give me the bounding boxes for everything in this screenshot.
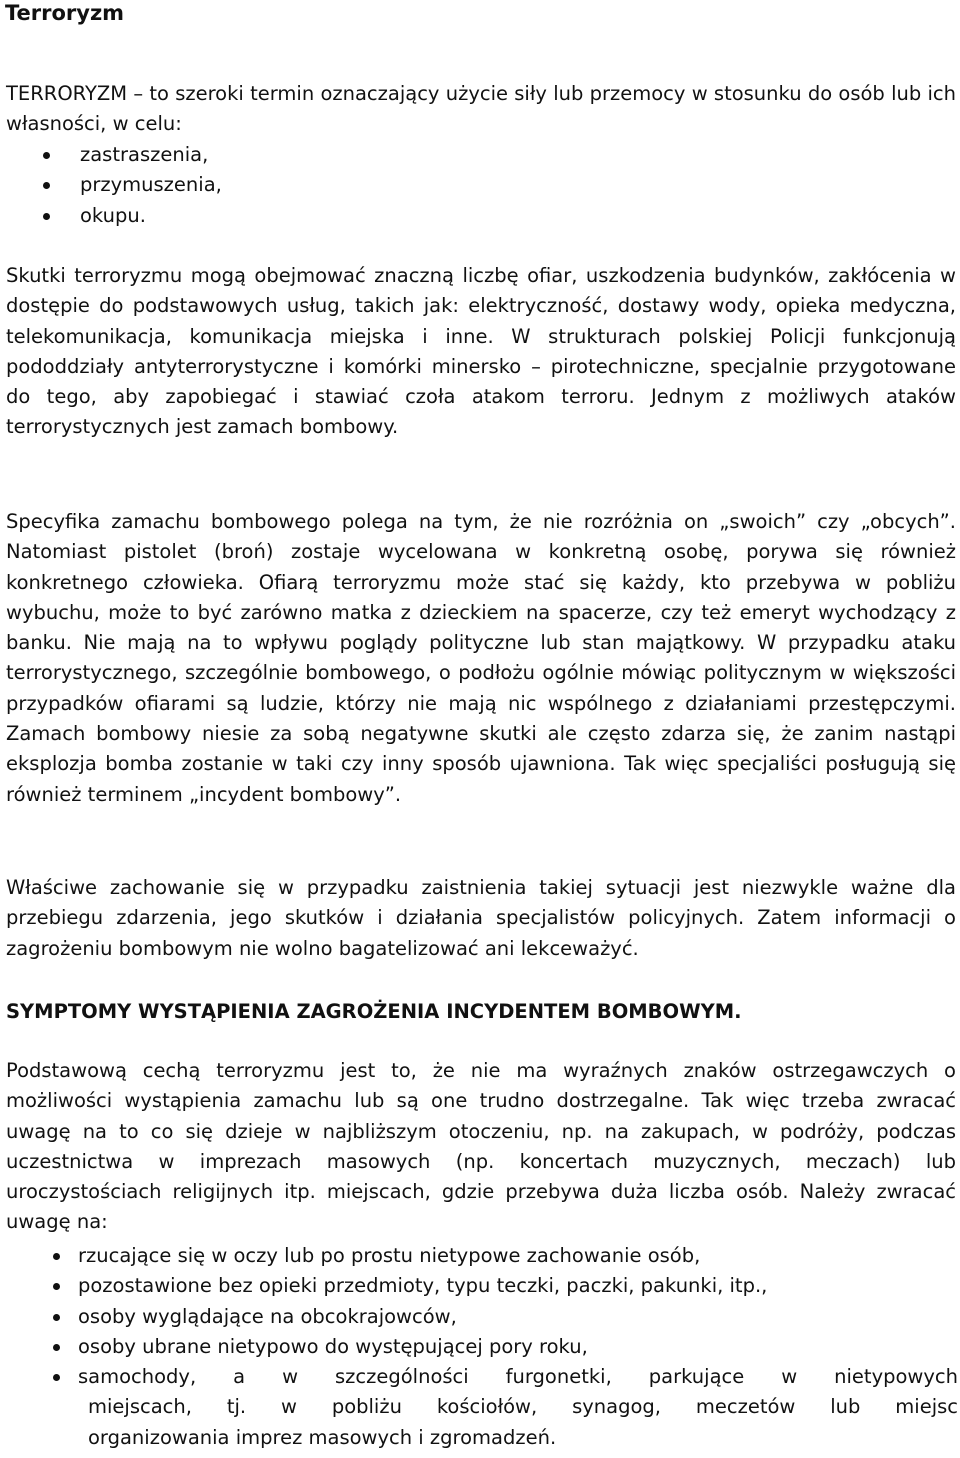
list-item-line: samochody, a w szczególności furgonetki, parkujące w nietypowych [78, 1365, 958, 1389]
list-item: przymuszenia, [80, 170, 940, 200]
list-item-line: organizowania imprez masowych i zgromadzeń. [88, 1425, 557, 1449]
list-item: zastraszenia, [80, 140, 940, 170]
bomb-attack-paragraph: Specyfika zamachu bombowego polega na tym, że nie rozróżnia on „swoich” czy „obcych”. Natomiast pistolet (broń) zostaje wycelowana w konkretną osobę, porywa się również konkretnego człowieka. Ofiarą terroryzmu może stać się każdy, kto przebywa w pobliżu wybuchu, może to być zarówno matka z dzieckiem na spacerze, czy też emeryt wychodzący z banku. Nie mają na to wpływu poglądy polityczne lub stan majątkowy. W przypadku ataku terrorystycznego, szczególnie bombowego, o podłożu ogólnie mówiąc politycznym w większości przypadków ofiarami są ludzie, którzy nie mają nic wspólnego z działaniami przestępczymi. Zamach bombowy niesie za sobą negatywne skutki ale często zdarza się, że zanim nastąpi eksplozja bomba zostanie w taki czy inny sposób ujawniona. Tak więc specjaliści posługują się również terminem „incydent bombowy”. [6, 510, 956, 806]
list-item: osoby ubrane nietypowo do występującej pory roku, [78, 1332, 958, 1362]
list-item: pozostawione bez opieki przedmioty, typu teczki, paczki, pakunki, itp., [78, 1271, 958, 1301]
list-item [78, 1362, 958, 1453]
warning-signs-paragraph: Podstawową cechą terroryzmu jest to, że nie ma wyraźnych znaków ostrzegawczych o możliwości wystąpienia zamachu lub są one trudno dostrzegalne. Tak więc trzeba zwracać uwagę na to co się dzieje w najbliższym otoczeniu, np. na zakupach, w podróży, podczas uczestnictwa w imprezach masowych (np. koncertach muzycznych, meczach) lub uroczystościach religijnych itp. miejscach, gdzie przebywa duża liczba osób. Należy zwracać uwagę na: [6, 1059, 956, 1234]
list-item-line: miejscach, tj. w pobliżu kościołów, synagog, meczetów lub miejsc [88, 1395, 958, 1419]
document-title: Terroryzm [5, 1, 125, 25]
aims-list [80, 140, 940, 231]
section-heading: SYMPTOMY WYSTĄPIENIA ZAGROŻENIA INCYDENTEM BOMBOWYM. [6, 1000, 742, 1023]
behaviour-paragraph: Właściwe zachowanie się w przypadku zaistnienia takiej sytuacji jest niezwykle ważne dla przebiegu zdarzenia, jego skutków i działania specjalistów policyjnych. Zatem informacji o zagrożeniu bombowym nie wolno bagatelizować ani lekceważyć. [6, 876, 956, 960]
effects-paragraph: Skutki terroryzmu mogą obejmować znaczną liczbę ofiar, uszkodzenia budynków, zakłócenia w dostępie do podstawowych usług, takich jak: elektryczność, dostawy wody, opieka medyczna, telekomunikacja, komunikacja miejska i inne. W strukturach polskiej Policji funkcjonują pododdziały antyterrorystyczne i komórki minersko – pirotechniczne, specjalnie przygotowane do tego, aby zapobiegać i stawiać czoła atakom terroru. Jednym z możliwych ataków terrorystycznych jest zamach bombowy. [6, 264, 956, 439]
list-item: rzucające się w oczy lub po prostu nietypowe zachowanie osób, [78, 1241, 958, 1271]
symptoms-list [78, 1241, 958, 1453]
list-item: osoby wyglądające na obcokrajowców, [78, 1302, 958, 1332]
intro-paragraph: TERRORYZM – to szeroki termin oznaczający użycie siły lub przemocy w stosunku do osób lub ich własności, w celu: [6, 82, 956, 136]
list-item: okupu. [80, 201, 940, 231]
